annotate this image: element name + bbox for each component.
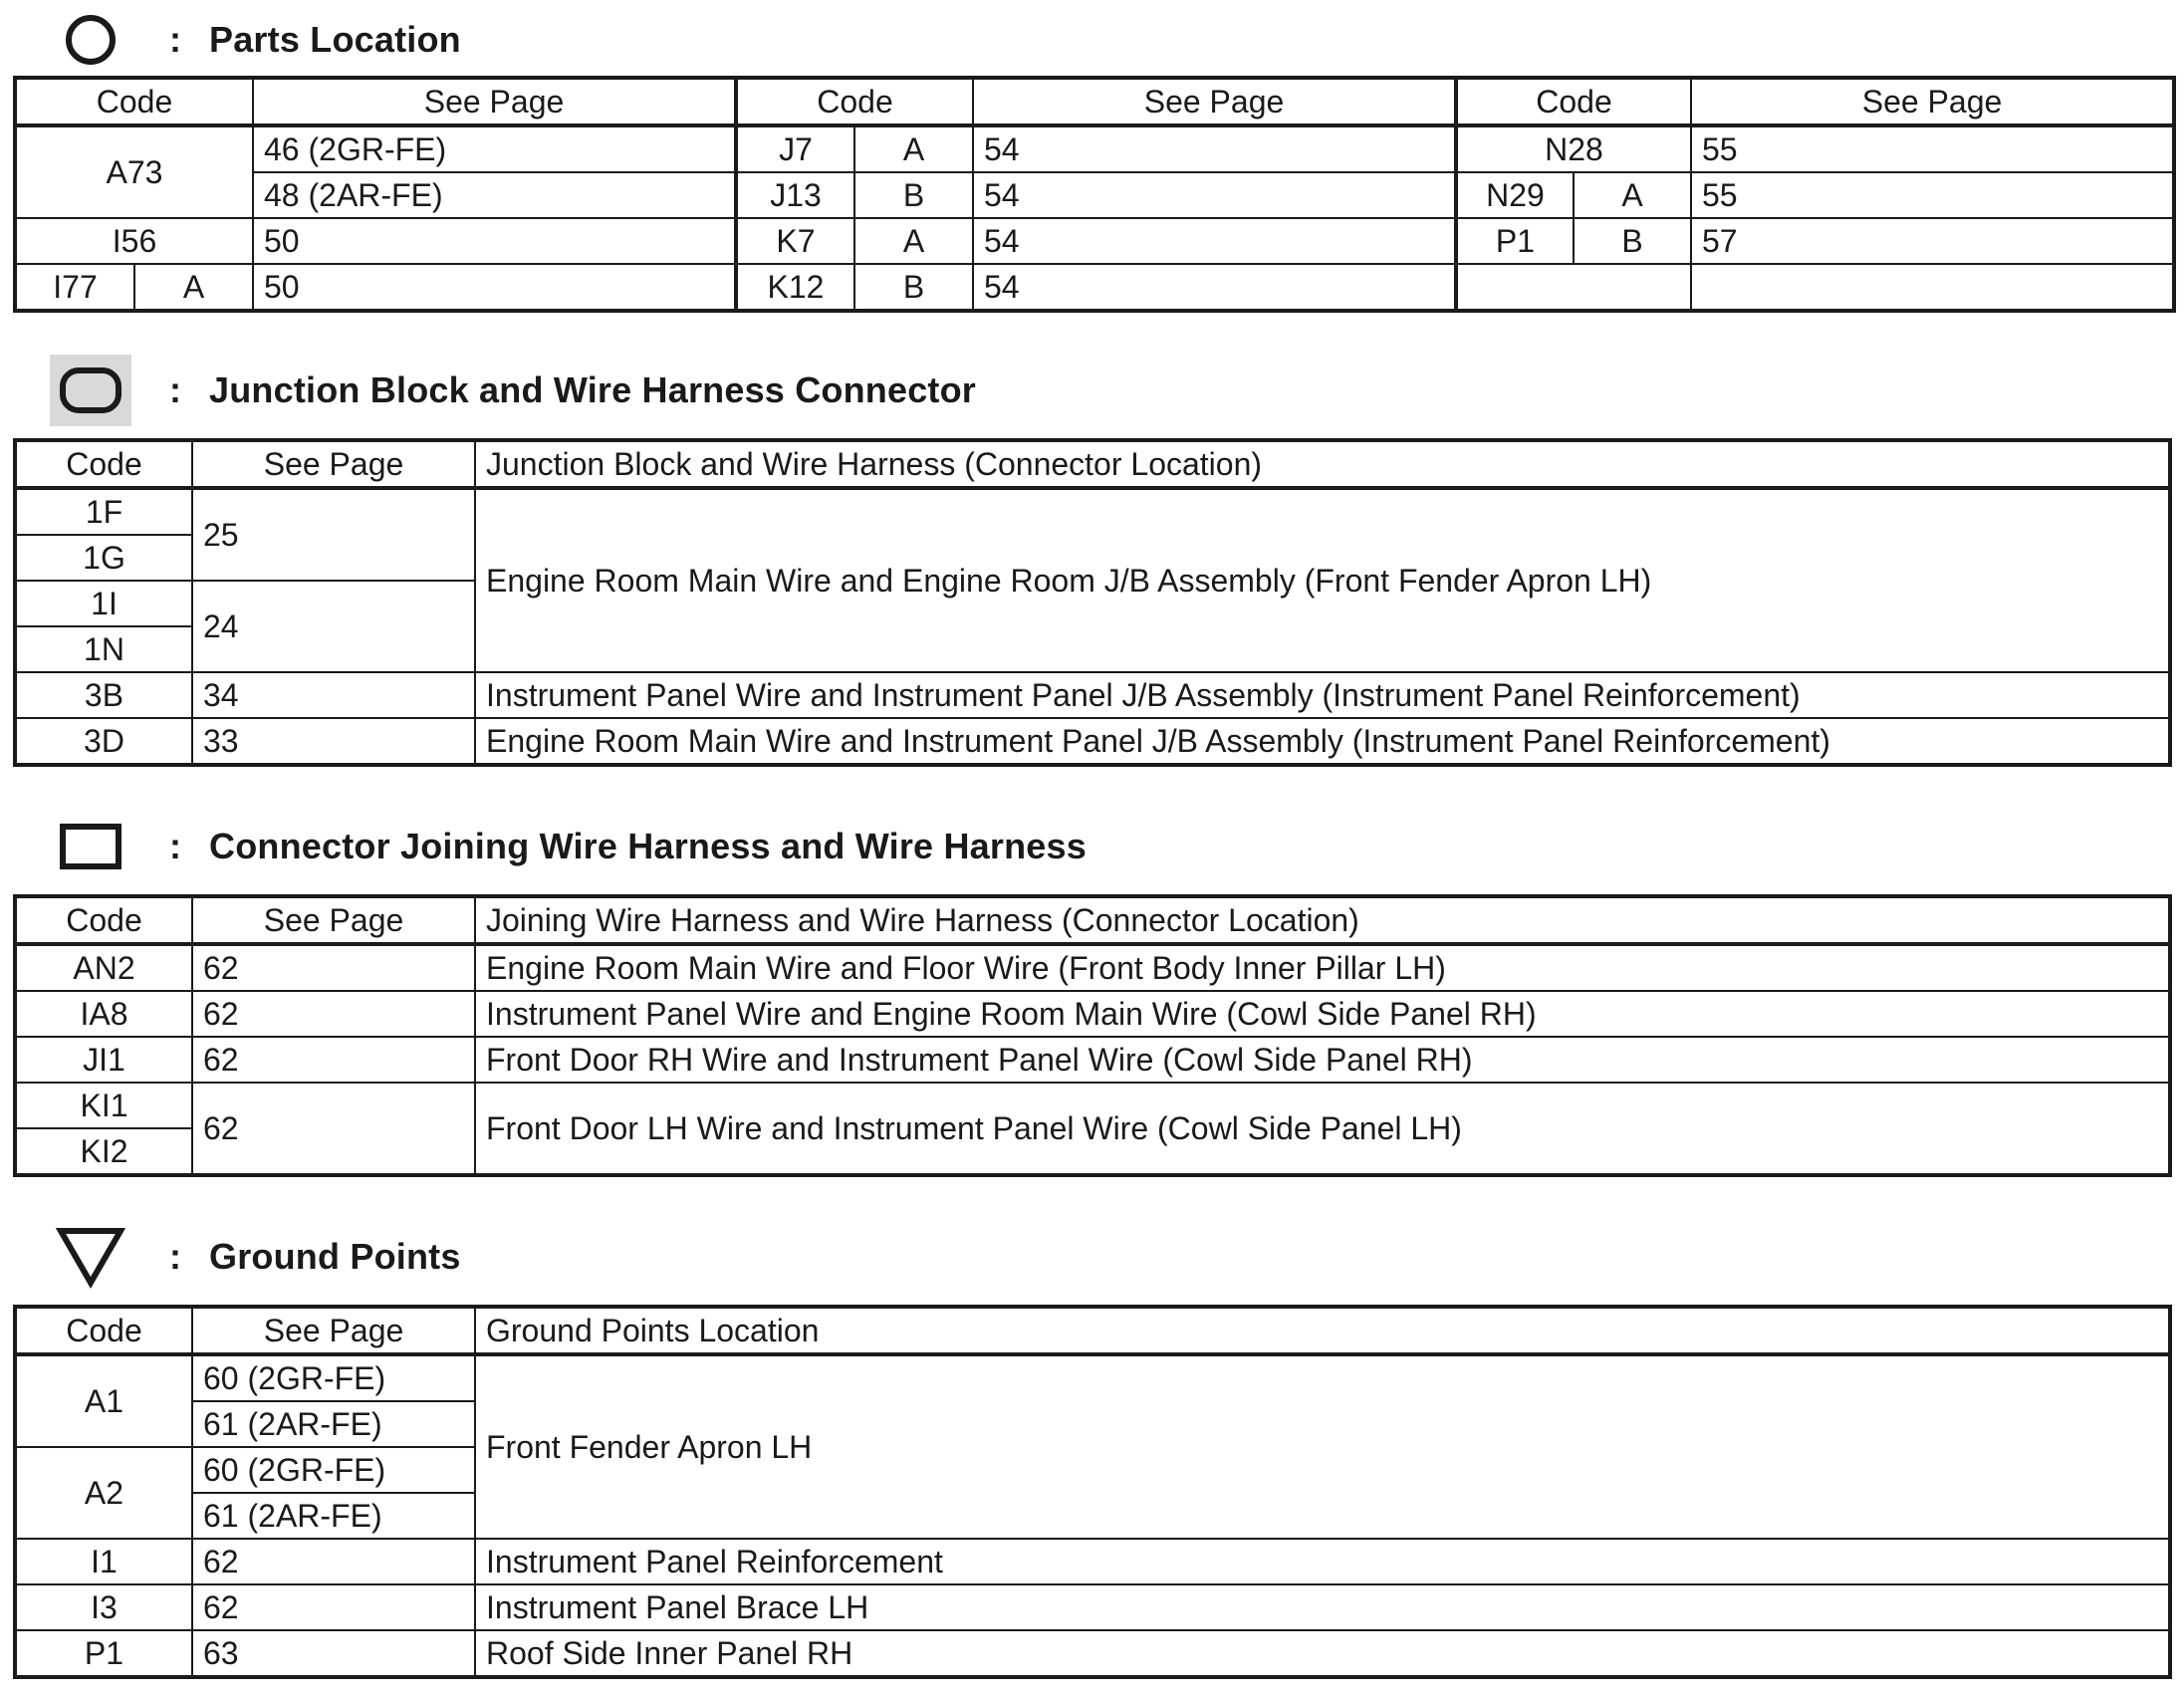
page-cell: 63	[192, 1630, 475, 1677]
code-cell: 3D	[15, 718, 192, 765]
location-cell: Engine Room Main Wire and Engine Room J/B Assembly (Front Fender Apron LH)	[475, 488, 2170, 672]
code-cell: A1	[15, 1354, 192, 1447]
empty-cell	[1456, 264, 1691, 311]
page-cell: 48 (2AR-FE)	[253, 172, 736, 218]
page-cell: 24	[192, 581, 475, 672]
code-cell: P1	[15, 1630, 192, 1677]
page-cell: 34	[192, 672, 475, 718]
ground-points-table	[13, 1305, 2172, 1679]
header-see-page: See Page	[1691, 78, 2174, 125]
code-cell: J13	[736, 172, 854, 218]
parts-location-heading	[50, 0, 461, 80]
code-cell: K7	[736, 218, 854, 264]
page-cell: 62	[192, 1584, 475, 1630]
table-header-row	[15, 440, 2170, 488]
page-cell: 55	[1691, 172, 2174, 218]
page-cell: 54	[973, 264, 1456, 311]
parts-location-table	[13, 76, 2176, 313]
location-cell: Instrument Panel Wire and Engine Room Main Wire (Cowl Side Panel RH)	[475, 991, 2170, 1037]
table-header-row	[15, 1307, 2170, 1354]
page-cell: 50	[253, 264, 736, 311]
table-row	[15, 1584, 2170, 1630]
table-header-row	[15, 78, 2174, 125]
heading-colon: :	[169, 826, 181, 866]
page-cell: 50	[253, 218, 736, 264]
page-cell: 61 (2AR-FE)	[192, 1493, 475, 1539]
page-cell: 54	[973, 172, 1456, 218]
location-cell: Engine Room Main Wire and Floor Wire (Front Body Inner Pillar LH)	[475, 944, 2170, 991]
table-row	[15, 1083, 2170, 1128]
header-location: Junction Block and Wire Harness (Connector Location)	[475, 440, 2170, 488]
heading-colon: :	[169, 369, 181, 410]
table-row	[15, 488, 2170, 535]
code-cell: P1	[1456, 218, 1574, 264]
code-cell: 1I	[15, 581, 192, 626]
header-code: Code	[736, 78, 973, 125]
code-cell: I1	[15, 1539, 192, 1584]
location-cell: Instrument Panel Brace LH	[475, 1584, 2170, 1630]
sub-cell: A	[854, 125, 973, 172]
page-cell: 46 (2GR-FE)	[253, 125, 736, 172]
code-cell: I3	[15, 1584, 192, 1630]
code-cell: KI2	[15, 1128, 192, 1175]
page-cell: 62	[192, 1037, 475, 1083]
table-row	[15, 1354, 2170, 1401]
code-cell: KI1	[15, 1083, 192, 1128]
header-code: Code	[15, 1307, 192, 1354]
code-cell: K12	[736, 264, 854, 311]
code-cell: N29	[1456, 172, 1574, 218]
page-cell: 60 (2GR-FE)	[192, 1447, 475, 1493]
page-cell: 54	[973, 125, 1456, 172]
code-cell: AN2	[15, 944, 192, 991]
header-location: Joining Wire Harness and Wire Harness (Connector Location)	[475, 896, 2170, 944]
page-cell: 62	[192, 991, 475, 1037]
code-cell: 1G	[15, 535, 192, 581]
code-cell: 1F	[15, 488, 192, 535]
header-code: Code	[15, 896, 192, 944]
page-cell: 55	[1691, 125, 2174, 172]
sub-cell: A	[854, 218, 973, 264]
location-cell: Instrument Panel Reinforcement	[475, 1539, 2170, 1584]
code-cell: IA8	[15, 991, 192, 1037]
section-title: Junction Block and Wire Harness Connector	[209, 369, 977, 410]
header-see-page: See Page	[192, 440, 475, 488]
header-see-page: See Page	[253, 78, 736, 125]
junction-block-heading	[50, 351, 976, 430]
location-cell: Front Door LH Wire and Instrument Panel Wire (Cowl Side Panel LH)	[475, 1083, 2170, 1175]
sub-cell: A	[134, 264, 253, 311]
code-cell: A2	[15, 1447, 192, 1539]
table-row	[15, 172, 2174, 218]
sub-cell: A	[1574, 172, 1691, 218]
location-cell: Front Fender Apron LH	[475, 1354, 2170, 1539]
joining-connector-heading	[50, 807, 1087, 886]
circle-icon	[50, 4, 131, 76]
header-location: Ground Points Location	[475, 1307, 2170, 1354]
table-row	[15, 718, 2170, 765]
page-cell: 33	[192, 718, 475, 765]
ground-points-heading	[50, 1217, 461, 1297]
header-see-page: See Page	[192, 896, 475, 944]
location-cell: Roof Side Inner Panel RH	[475, 1630, 2170, 1677]
code-cell: A73	[15, 125, 253, 218]
code-cell: J7	[736, 125, 854, 172]
table-row	[15, 672, 2170, 718]
code-cell: N28	[1456, 125, 1691, 172]
location-cell: Front Door RH Wire and Instrument Panel Wire (Cowl Side Panel RH)	[475, 1037, 2170, 1083]
table-header-row	[15, 896, 2170, 944]
location-cell: Instrument Panel Wire and Instrument Panel J/B Assembly (Instrument Panel Reinforcement)	[475, 672, 2170, 718]
code-cell: I56	[15, 218, 253, 264]
sub-cell: B	[854, 172, 973, 218]
section-title: Ground Points	[209, 1236, 461, 1277]
section-title: Connector Joining Wire Harness and Wire Harness	[209, 826, 1087, 866]
code-cell: I77	[15, 264, 134, 311]
table-row	[15, 1630, 2170, 1677]
sub-cell: B	[1574, 218, 1691, 264]
table-row	[15, 264, 2174, 311]
table-row	[15, 991, 2170, 1037]
code-cell: 1N	[15, 626, 192, 672]
header-code: Code	[15, 78, 253, 125]
page-cell: 57	[1691, 218, 2174, 264]
table-row	[15, 125, 2174, 172]
header-code: Code	[1456, 78, 1691, 125]
code-cell: 3B	[15, 672, 192, 718]
table-row	[15, 1037, 2170, 1083]
joining-connector-table	[13, 894, 2172, 1177]
section-title: Parts Location	[209, 19, 461, 60]
sub-cell: B	[854, 264, 973, 311]
header-code: Code	[15, 440, 192, 488]
code-cell: JI1	[15, 1037, 192, 1083]
header-see-page: See Page	[973, 78, 1456, 125]
page-cell: 62	[192, 1539, 475, 1584]
table-row	[15, 944, 2170, 991]
heading-colon: :	[169, 1236, 181, 1277]
table-row	[15, 1539, 2170, 1584]
page-cell: 60 (2GR-FE)	[192, 1354, 475, 1401]
page-cell: 61 (2AR-FE)	[192, 1401, 475, 1447]
triangle-icon	[50, 1221, 131, 1293]
empty-cell	[1691, 264, 2174, 311]
page-cell: 25	[192, 488, 475, 581]
heading-colon: :	[169, 19, 181, 60]
rounded-rect-icon	[50, 355, 131, 426]
location-cell: Engine Room Main Wire and Instrument Panel J/B Assembly (Instrument Panel Reinforcement)	[475, 718, 2170, 765]
page-cell: 62	[192, 1083, 475, 1175]
header-see-page: See Page	[192, 1307, 475, 1354]
page-cell: 62	[192, 944, 475, 991]
table-row	[15, 218, 2174, 264]
junction-block-table	[13, 438, 2172, 767]
page-cell: 54	[973, 218, 1456, 264]
square-icon	[50, 811, 131, 882]
